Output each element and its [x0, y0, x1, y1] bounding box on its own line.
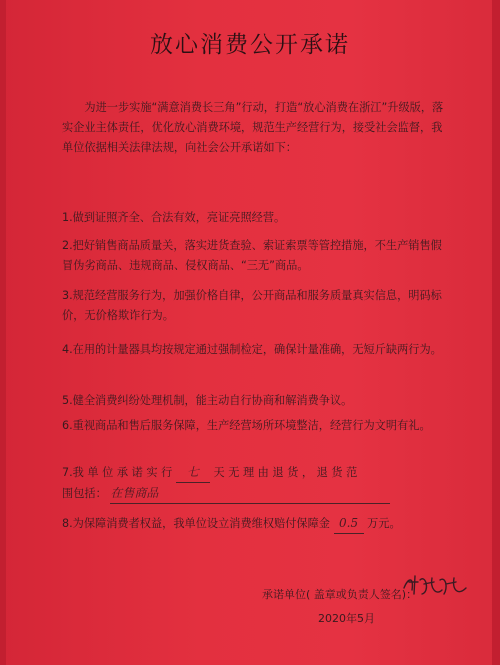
promise-item-5: 5.健全消费纠纷处理机制，能主动自行协商和解消费争议。	[62, 394, 353, 407]
promise-item-1: 1.做到证照齐全、合法有效，亮证亮照经营。	[62, 211, 286, 224]
sheet-right-edge	[492, 0, 500, 665]
item7-scope-handwritten: 在售商品	[110, 483, 390, 504]
item7-line2-prefix: 围包括：	[62, 487, 107, 500]
signature-label: 承诺单位( 盖章或负责人签名)：	[262, 588, 418, 601]
page-title: 放心消费公开承诺	[150, 32, 350, 58]
intro-paragraph: 为进一步实施“满意消费长三角”行动，打造“放心消费在浙江”升级版，落实企业主体责任，优化放心消费环境，规范生产经营行为，接受社会监督，我单位依据相关法律法规，向社会公开承诺如下：	[62, 101, 444, 154]
promise-item-8	[62, 513, 450, 534]
promise-item-6: 6.重视商品和售后服务保障，生产经营场所环境整洁，经营行为文明有礼。	[62, 419, 431, 432]
item8-prefix: 8.为保障消费者权益，我单位设立消费维权赔付保障金	[62, 517, 330, 530]
sheet-left-edge	[0, 0, 6, 665]
promise-item-7	[62, 462, 450, 504]
promise-date: 2020年5月	[318, 612, 375, 625]
promise-item-3: 3.规范经营服务行为，加强价格自律，公开商品和服务质量真实信息，明码标价，无价格欺诈行为。	[62, 289, 442, 322]
item7-days-handwritten: 七	[176, 462, 210, 483]
item8-suffix: 万元。	[367, 517, 401, 530]
item8-amount-handwritten: 0.5	[334, 513, 364, 534]
promise-item-4: 4.在用的计量器具均按规定通过强制检定，确保计量准确，无短斤缺两行为。	[62, 343, 442, 356]
item7-prefix: 7.我 单 位 承 诺 实 行	[62, 466, 173, 479]
item7-middle: 天 无 理 由 退 货 ， 退 货 范	[213, 466, 358, 479]
promise-item-2: 2.把好销售商品质量关，落实进货查验、索证索票等管控措施，不生产销售假冒伪劣商品、违规商品、侵权商品、“三无”商品。	[62, 239, 442, 272]
handwritten-signature	[400, 570, 470, 600]
